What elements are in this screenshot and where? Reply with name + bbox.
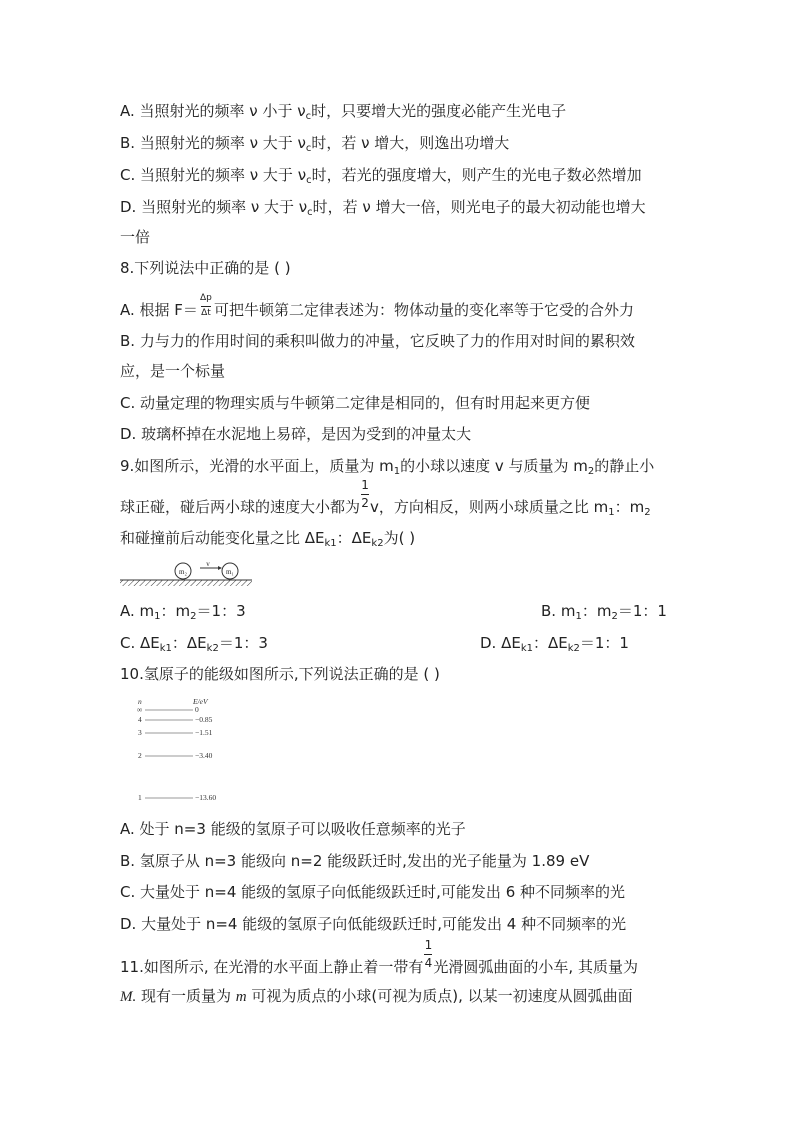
q8-option-c: C. 动量定理的物理实质与牛顿第二定律是相同的，但有时用起来更方便: [120, 394, 591, 412]
q8-stem: 8.下列说法中正确的是 ( ): [120, 259, 291, 277]
q8-option-a: A. 根据 F＝ $\frac{\Delta p}{\Delta t}$ 可把牛顿第二定律表述为：物体动量的变化率等于它受的合外力: [120, 292, 634, 319]
q11-stem-line2: M. 现有一质量为 m 可视为质点的小球(可视为质点), 以某一初速度从圆弧曲面: [120, 987, 633, 1005]
q8-option-b-continued: 应，是一个标量: [120, 362, 226, 380]
q9-stem-line3: 和碰撞前后动能变化量之比 $\Delta E_{k1}$：$\Delta E_{k2}$为( ): [120, 529, 416, 549]
level-e-inf: 0: [195, 705, 199, 714]
q9-option-c: C. $\Delta E_{k1}$：$\Delta E_{k2}=1$：3: [120, 634, 268, 654]
q11-stem-line1: 11.如图所示, 在光滑的水平面上静止着一带有 $\frac{1}{4}$ 光滑圆弧曲面的小车, 其质量为: [120, 938, 638, 976]
fraction-dp-dt: $\frac{\Delta p}{\Delta t}$: [200, 292, 212, 318]
level-n-4: 4: [138, 715, 142, 724]
energy-level-diagram: [135, 696, 245, 806]
q10-option-c: C. 大量处于 n=4 能级的氢原子向低能级跃迁时,可能发出 6 种不同频率的光: [120, 883, 626, 901]
q7-option-b: B. 当照射光的频率 ν 大于 $\nu_c$时，若 ν 增大，则逸出功增大: [120, 134, 510, 154]
fraction-one-half: $\frac{1}{2}$: [361, 478, 369, 510]
level-n-1: 1: [138, 793, 142, 802]
ground-hatch: [120, 580, 252, 586]
q9-option-a: A. $m_1$：$m_2=1$：3: [120, 602, 246, 622]
q9-option-d: D. $\Delta E_{k1}$：$\Delta E_{k2}=1$：1: [480, 634, 629, 654]
q7-option-c: C. 当照射光的频率 ν 大于 $\nu_c$时，若光的强度增大，则产生的光电子数必然增加: [120, 166, 642, 186]
q10-option-d: D. 大量处于 n=4 能级的氢原子向低能级跃迁时,可能发出 4 种不同频率的光: [120, 915, 627, 933]
q9-option-b: B. $m_1$：$m_2=1$：1: [541, 602, 667, 622]
q9-stem-line2: 球正碰，碰后两小球的速度大小都为 $\frac{1}{2}$ v，方向相反，则两小球质量之比 $m_1$：$m_2$: [120, 478, 651, 518]
level-e-2: −3.40: [195, 751, 213, 760]
q10-option-a: A. 处于 n=3 能级的氢原子可以吸收任意频率的光子: [120, 820, 466, 838]
velocity-label: v: [206, 560, 210, 568]
q8-option-d: D. 玻璃杯掉在水泥地上易碎，是因为受到的冲量太大: [120, 425, 472, 443]
q7-option-d: D. 当照射光的频率 ν 大于 $\nu_c$时，若 ν 增大一倍，则光电子的最大初动能也增大: [120, 198, 646, 218]
fraction-one-quarter: $\frac{1}{4}$: [424, 938, 433, 970]
q8-option-b: B. 力与力的作用时间的乘积叫做力的冲量，它反映了力的作用对时间的累积效: [120, 332, 635, 350]
level-e-1: −13.60: [195, 793, 217, 802]
level-e-3: −1.51: [195, 728, 213, 737]
q7-option-a: A. 当照射光的频率 ν 小于 $\nu_c$时，只要增大光的强度必能产生光电子: [120, 102, 567, 122]
q7-option-d-continued: 一倍: [120, 228, 151, 246]
level-n-inf: ∞: [137, 705, 143, 714]
q10-option-b: B. 氢原子从 n=3 能级向 n=2 能级跃迁时,发出的光子能量为 1.89 eV: [120, 852, 590, 870]
q9-collision-figure: [120, 560, 255, 590]
level-n-2: 2: [138, 751, 142, 760]
level-e-4: −0.85: [195, 715, 213, 724]
diagram-n-header: n: [138, 697, 142, 706]
velocity-arrow-head: [218, 566, 222, 570]
q10-stem: 10.氢原子的能级如图所示,下列说法正确的是 ( ): [120, 665, 440, 683]
ball-m2-label: m₂: [179, 568, 187, 576]
ball-m1-label: m₁: [226, 568, 234, 576]
level-n-3: 3: [138, 728, 142, 737]
q9-stem-line1: 9.如图所示，光滑的水平面上，质量为 $m_1$的小球以速度 v 与质量为 $m_2$的静止小: [120, 457, 655, 477]
diagram-e-header: E/eV: [193, 697, 208, 706]
